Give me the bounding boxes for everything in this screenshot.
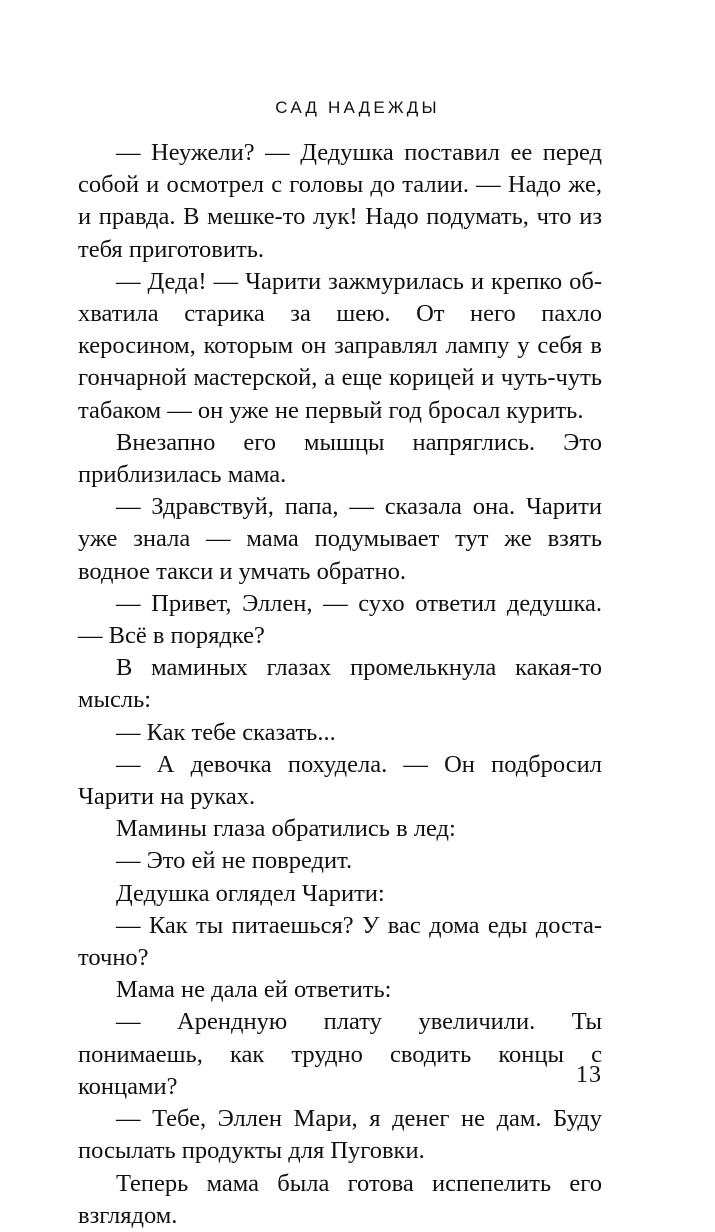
page-number: 13 <box>576 1062 602 1088</box>
paragraph: — Здравствуй, папа, — сказала она. Чарити уже знала — мама подумывает тут же взять водное такси и умчать обратно. <box>78 493 602 585</box>
paragraph: Мамины глаза обратились в лед: <box>116 815 456 843</box>
paragraph: Внезапно его мышцы напряглись. Это приблизилась мама. <box>78 428 602 489</box>
paragraph: — Арендную плату увеличили. Ты понимаешь, как трудно сводить концы с концами? <box>78 1008 602 1100</box>
paragraph: — Это ей не повредит. <box>116 847 353 875</box>
paragraph: — Привет, Эллен, — сухо ответил дедушка. — Всё в порядке? <box>78 589 602 650</box>
paragraph: — А девочка похудела. — Он подбросил Чарити на руках. <box>78 750 602 811</box>
paragraph: Теперь мама была готова испепелить его взглядом. <box>78 1169 602 1229</box>
body-text <box>78 137 602 1232</box>
paragraph: — Как тебе сказать... <box>116 718 336 746</box>
paragraph: — Как ты питаешься? У вас дома еды достаточно? <box>78 911 602 972</box>
paragraph: — Деда! — Чарити зажмурилась и крепко обхватила старика за шею. От него пахло керосином, которым он заправлял лампу у себя в гончарной мастерской, а еще корицей и чуть-чуть табаком — он уже не первый год бросал курить. <box>78 267 602 424</box>
paragraph: Дедушка оглядел Чарити: <box>116 879 385 907</box>
running-head: САД НАДЕЖДЫ <box>275 98 440 117</box>
paragraph: Мама не дала ей ответить: <box>116 976 392 1004</box>
paragraph: — Тебе, Эллен Мари, я денег не дам. Буду посылать продукты для Пуговки. <box>78 1105 602 1165</box>
paragraph: В маминых глазах промелькнула какая-то мысль: <box>78 654 602 714</box>
paragraph: — Неужели? — Дедушка поставил ее перед собой и осмотрел с головы до талии. — Надо же, и правда. В мешке-то лук! Надо подумать, что из тебя приготовить. <box>78 139 602 263</box>
